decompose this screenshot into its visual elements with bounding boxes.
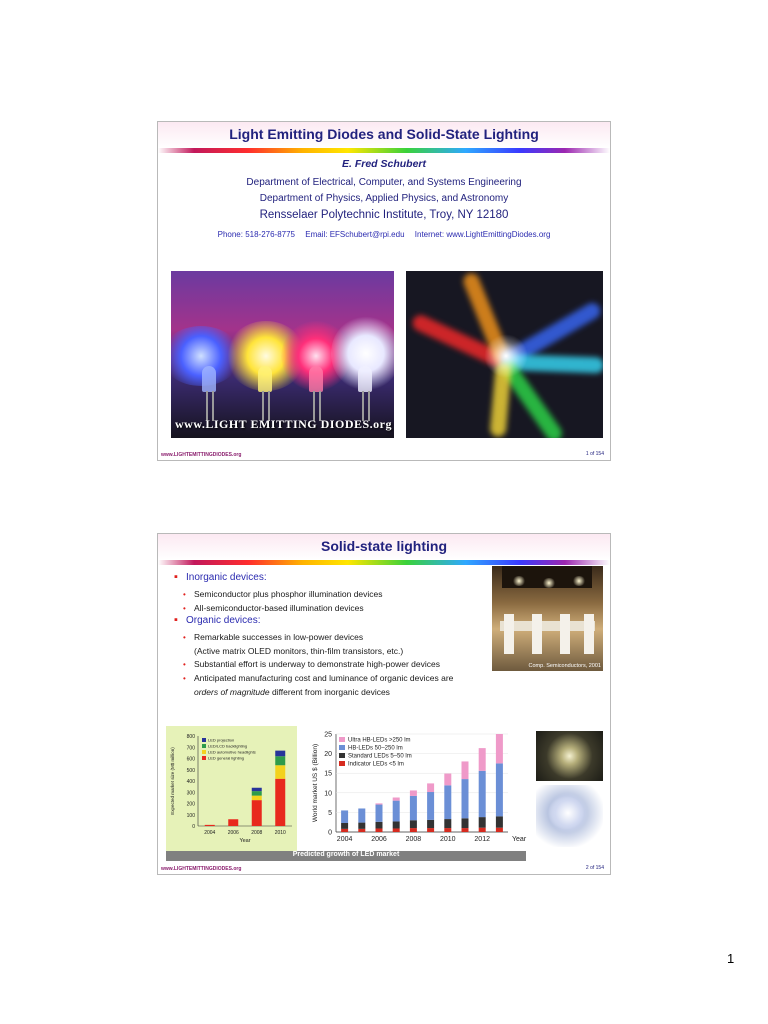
legend-swatch <box>339 761 345 766</box>
world-market-chart <box>308 728 533 850</box>
y-axis-label: Expected market size (M$ million) <box>170 747 175 815</box>
y-tick-label: 10 <box>324 790 332 798</box>
bar-segment <box>252 800 262 826</box>
y-tick-label: 25 <box>324 731 332 739</box>
x-tick-label: 2006 <box>371 836 387 843</box>
bar-segment <box>479 828 486 832</box>
room-lighting-photo <box>492 566 603 671</box>
y-tick-label: 400 <box>186 779 195 785</box>
y-tick-label: 800 <box>186 734 195 740</box>
bar-segment <box>427 828 434 832</box>
bar-segment <box>410 820 417 828</box>
photo-credit: Comp. Semiconductors, 2001 <box>528 663 601 669</box>
legend-label: LED/LCD backlighting <box>208 743 248 749</box>
legend-label: HB-LEDs 50–250 lm <box>348 745 403 752</box>
bar-segment <box>410 796 417 820</box>
department-2: Department of Physics, Applied Physics, and Astronomy <box>259 193 509 204</box>
legend-swatch <box>202 738 206 742</box>
y-tick-label: 700 <box>186 745 195 752</box>
bullet-list <box>174 572 502 699</box>
department-1: Department of Electrical, Computer, and Systems Engineering <box>246 177 522 188</box>
x-axis-label: Year <box>512 836 527 843</box>
institute: Rensselaer Polytechnic Institute, Troy, NY 12180 <box>259 209 509 221</box>
bar-segment <box>410 828 417 832</box>
led-spotlight-photo <box>536 731 603 781</box>
pdf-page-number: 1 <box>727 951 735 966</box>
bullet-level2: • Anticipated manufacturing cost and luminance of organic devices are <box>174 672 502 686</box>
chart-caption-bar <box>166 851 526 861</box>
y-tick-label: 100 <box>186 812 195 819</box>
y-tick-label: 600 <box>186 756 195 763</box>
bullet-level1: ▪ Inorganic devices: <box>174 572 502 587</box>
bar-segment <box>341 829 348 832</box>
bar-segment <box>376 805 383 822</box>
y-tick-label: 500 <box>186 767 195 774</box>
x-tick-label: 2006 <box>227 830 239 836</box>
bar-segment <box>496 734 503 763</box>
led-colors-photo <box>171 271 394 438</box>
y-tick-label: 15 <box>324 770 332 778</box>
led-star-photo <box>406 271 603 438</box>
slide-1 <box>157 121 611 461</box>
legend-swatch <box>202 750 206 754</box>
world-market-chart-svg <box>308 728 533 850</box>
market-size-chart-svg <box>166 726 297 851</box>
bar-segment <box>376 822 383 829</box>
bar-segment <box>462 828 469 832</box>
x-tick-label: 2010 <box>274 830 286 836</box>
bullet-level2: • All-semiconductor-based illumination devices <box>174 602 502 616</box>
x-tick-label: 2012 <box>474 836 490 843</box>
y-tick-label: 5 <box>328 809 332 817</box>
author-name: E. Fred Schubert <box>341 158 426 170</box>
bullet-level2: • Substantial effort is underway to demonstrate high-power devices <box>174 658 502 672</box>
legend-label: LED projection <box>208 737 235 743</box>
y-tick-label: 300 <box>186 790 195 797</box>
legend-label: Standard LEDs 5–50 lm <box>348 753 412 760</box>
legend-label: Indicator LEDs <5 lm <box>348 761 404 768</box>
bar-segment <box>427 820 434 828</box>
bar-segment <box>496 763 503 816</box>
bar-segment <box>462 761 469 779</box>
slide-title: Light Emitting Diodes and Solid-State Lighting <box>229 126 539 142</box>
y-tick-label: 20 <box>324 751 332 759</box>
bar-segment <box>341 823 348 829</box>
y-tick-label: 0 <box>328 829 332 837</box>
bar-segment <box>341 810 348 823</box>
rainbow-divider <box>158 560 610 565</box>
bullet-text: different from inorganic devices <box>269 686 390 697</box>
star-center-glow <box>484 334 528 378</box>
bar-segment <box>393 801 400 822</box>
bar-segment <box>444 828 451 832</box>
red-led <box>309 366 323 392</box>
x-tick-label: 2008 <box>251 830 263 836</box>
bullet-level2: • Remarkable successes in low-power devices <box>174 631 502 645</box>
rainbow-divider <box>158 148 610 153</box>
legend-swatch <box>339 745 345 750</box>
bar-segment <box>205 825 215 826</box>
bar-segment <box>427 792 434 820</box>
footer-page-number: 1 of 154 <box>585 451 604 457</box>
bar-segment <box>496 828 503 832</box>
x-tick-label: 2004 <box>336 836 353 843</box>
bar-segment <box>393 821 400 828</box>
emphasis-text: orders of magnitude <box>194 686 270 697</box>
bar-segment <box>444 774 451 786</box>
slide-title: Solid-state lighting <box>321 538 447 554</box>
bullet-level1: ▪ Organic devices: <box>174 615 502 630</box>
legend-label: LED general lighting <box>208 755 245 761</box>
footer-page-number: 2 of 154 <box>585 865 604 871</box>
y-axis-label: World market US $ (Billion) <box>312 743 319 823</box>
bar-segment <box>479 748 486 771</box>
yellow-led <box>258 366 272 392</box>
market-size-chart <box>166 726 297 851</box>
bar-segment <box>479 817 486 828</box>
x-tick-label: 2004 <box>204 830 216 836</box>
photo-watermark: www.LIGHT EMITTING DIODES.org <box>175 417 392 431</box>
white-led <box>358 366 372 392</box>
bar-segment <box>393 798 400 801</box>
bar-segment <box>393 828 400 832</box>
bar-segment <box>275 756 285 765</box>
bar-segment <box>462 818 469 828</box>
bar-segment <box>358 829 365 832</box>
bar-segment <box>462 779 469 818</box>
bar-segment <box>376 828 383 832</box>
x-tick-label: 2010 <box>440 836 456 843</box>
bar-segment <box>427 783 434 792</box>
footer-url: www.LIGHTEMITTINGDIODES.org <box>161 452 242 458</box>
bar-segment <box>275 765 285 779</box>
bullet-continuation <box>174 686 502 700</box>
bar-segment <box>496 816 503 827</box>
bullet-continuation: (Active matrix OLED monitors, thin-film transistors, etc.) <box>194 645 404 656</box>
blue-led <box>202 366 216 392</box>
y-tick-label: 0 <box>192 824 195 830</box>
footer-url: www.LIGHTEMITTINGDIODES.org <box>161 866 242 872</box>
bar-segment <box>252 796 262 801</box>
led-bulb-photo <box>536 785 603 847</box>
bar-segment <box>358 808 365 822</box>
bar-segment <box>410 790 417 795</box>
x-tick-label: 2008 <box>405 836 422 843</box>
legend-swatch <box>202 756 206 760</box>
bar-segment <box>252 788 262 791</box>
bar-segment <box>358 823 365 829</box>
bar-segment <box>479 771 486 817</box>
chart-caption: Predicted growth of LED market <box>292 851 400 858</box>
y-tick-label: 200 <box>186 801 195 808</box>
bar-segment <box>444 819 451 828</box>
phone: Phone: 518-276-8775 <box>217 230 296 239</box>
contact-line <box>158 230 610 239</box>
legend-swatch <box>339 737 345 742</box>
slide-2 <box>157 533 611 875</box>
legend-swatch <box>202 744 206 748</box>
bar-segment <box>252 791 262 796</box>
legend-swatch <box>339 753 345 758</box>
bar-segment <box>275 751 285 757</box>
bar-segment <box>444 785 451 819</box>
bar-segment <box>376 803 383 804</box>
legend-label: Ultra HB-LEDs >250 lm <box>348 737 411 744</box>
bar-segment <box>228 819 238 826</box>
website-link[interactable]: Internet: www.LightEmittingDiodes.org <box>414 230 551 239</box>
legend-label: LED automotive headlights <box>208 749 256 755</box>
x-axis-label: Year <box>239 838 251 844</box>
email-link[interactable]: Email: EFSchubert@rpi.edu <box>305 230 405 239</box>
bar-segment <box>275 779 285 826</box>
bullet-level2: • Semiconductor plus phosphor illumination devices <box>174 588 502 602</box>
